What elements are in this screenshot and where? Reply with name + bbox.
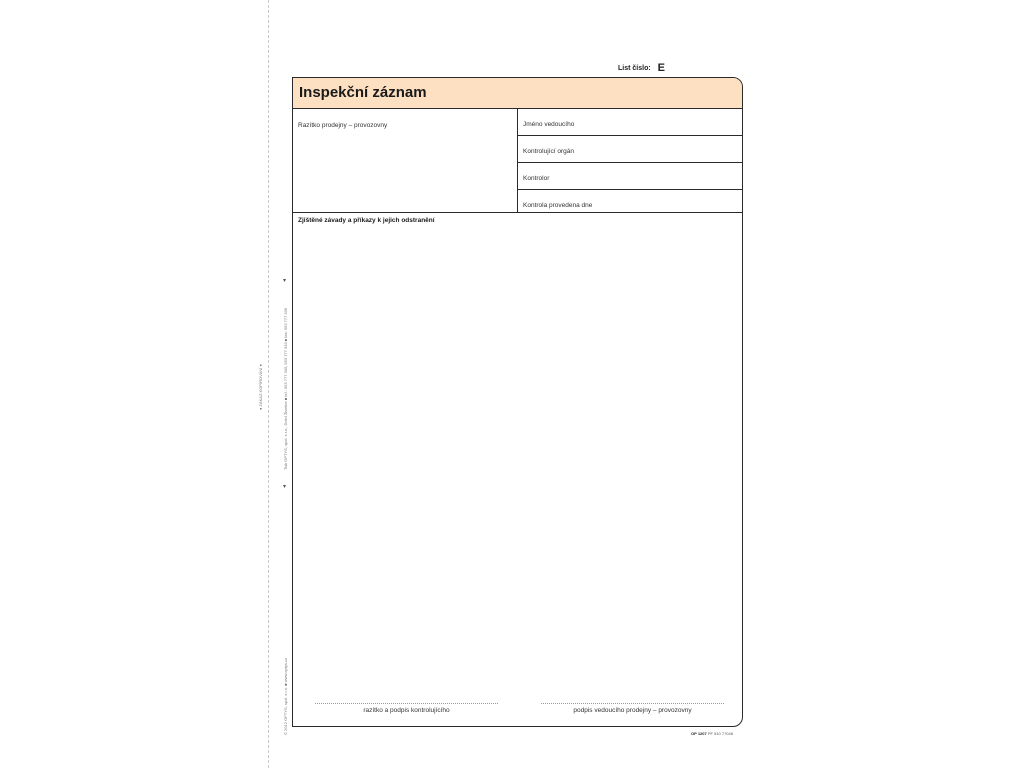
sheet-number-label: List číslo: (618, 65, 651, 72)
stamp-label: Razítko prodejny – provozovny (298, 122, 388, 129)
side-marker-bottom: ▾ (283, 484, 287, 490)
inspection-form (292, 77, 743, 727)
side-print-info: Tisk OPTYS, spol. s r.o., Dolní Životice ■ tel.: 553 777 300, 553 777 333 ■ fax: 553 777 336 (283, 307, 288, 470)
info-fields (518, 109, 742, 212)
manager-signature-caption: podpis vedoucího prodejny – provozovny (573, 707, 692, 714)
perforation-line (268, 0, 269, 768)
form-code-extra: PF 510 77048 (707, 731, 733, 736)
form-title: Inspekční záznam (299, 84, 427, 101)
inspection-date-field[interactable] (518, 190, 742, 216)
side-copy-notice: ● ZÁKAZ KOPÍROVÁNÍ ● (258, 364, 263, 410)
side-marker-top: ▾ (283, 278, 287, 284)
inspector-field[interactable] (518, 163, 742, 190)
form-top-section (293, 109, 742, 213)
manager-name-label: Jméno vedoucího (523, 121, 575, 128)
inspection-date-label: Kontrola provedena dne (523, 202, 593, 209)
form-header (293, 78, 742, 109)
defects-section-label: Zjištěné závady a příkazy k jejich odstranění (298, 217, 435, 224)
inspector-signature-caption: razítko a podpis kontrolujícího (363, 707, 450, 714)
defects-area[interactable] (293, 228, 742, 688)
inspector-signature-line (315, 703, 498, 704)
manager-name-field[interactable] (518, 109, 742, 136)
sheet-number (618, 61, 665, 73)
form-code-number: OP 1207 (691, 731, 707, 736)
inspector-label: Kontrolor (523, 175, 550, 182)
manager-signature-line (541, 703, 724, 704)
inspecting-authority-field[interactable] (518, 136, 742, 163)
stamp-field[interactable] (293, 109, 518, 212)
inspector-signature[interactable] (315, 703, 498, 714)
form-code (691, 731, 733, 736)
side-copyright: © 2012 OPTYS, spol. s r.o. ■ www.optys.cz (283, 658, 288, 735)
inspecting-authority-label: Kontrolující orgán (523, 148, 574, 155)
manager-signature[interactable] (541, 703, 724, 714)
sheet-number-value: E (657, 62, 665, 74)
